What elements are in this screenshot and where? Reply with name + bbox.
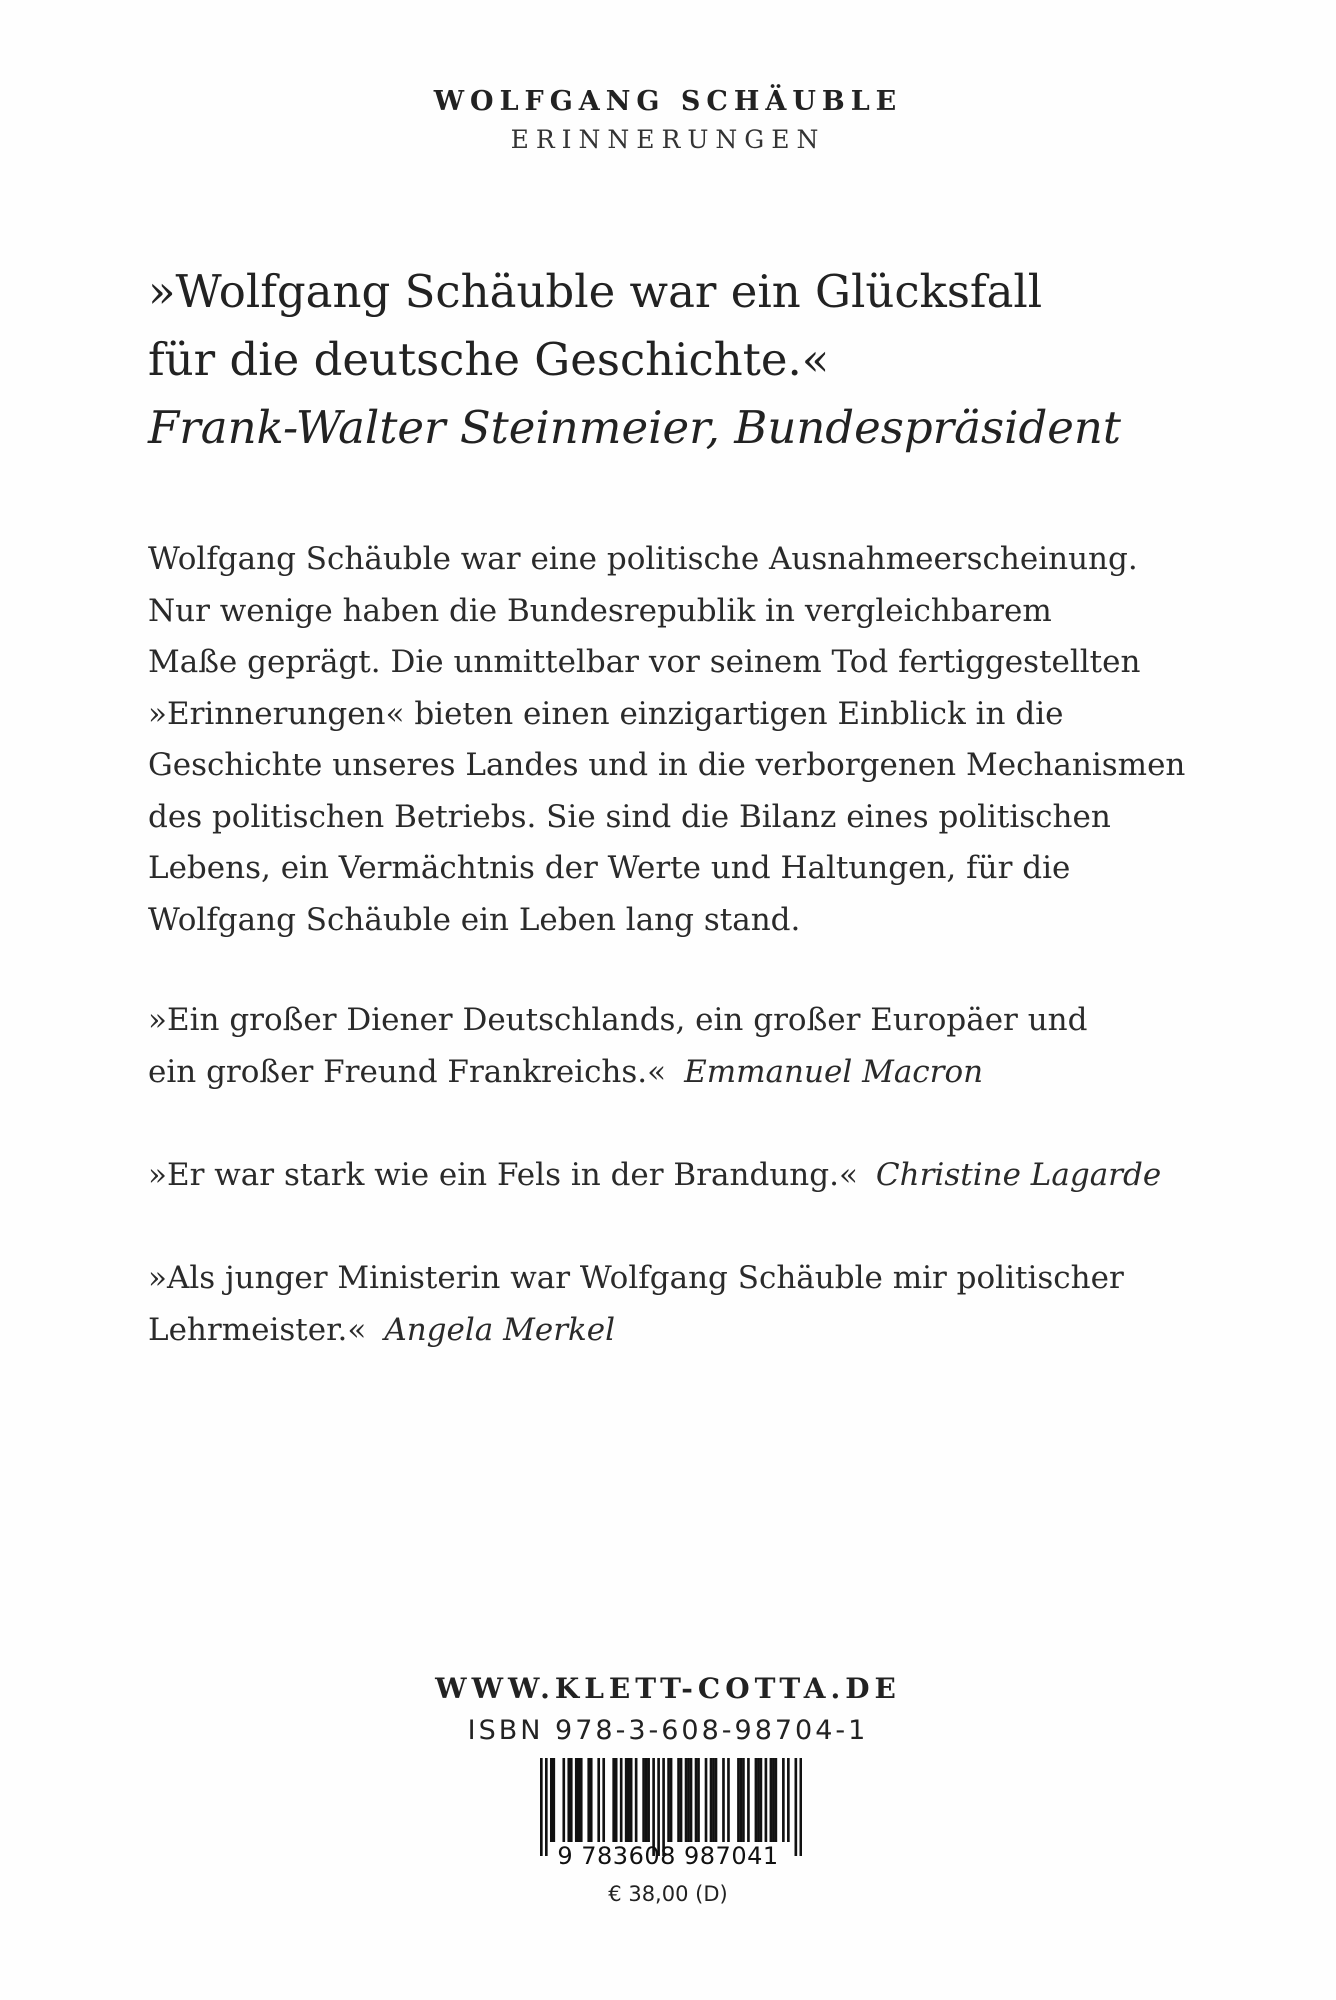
praise-quote-macron <box>148 995 1248 1098</box>
blurb-line: des politischen Betriebs. Sie sind die Bilanz eines politischen <box>148 798 1111 835</box>
blurb-line: Lebens, ein Vermächtnis der Werte und Haltungen, für die <box>148 850 1071 886</box>
praise-quote-line <box>148 1047 1248 1099</box>
lead-quote <box>148 258 1248 462</box>
blurb-line: Nur wenige haben die Bundesrepublik in vergleichbarem <box>148 592 1052 629</box>
isbn-number: ISBN 978-3-608-98704-1 <box>467 1715 869 1746</box>
blurb-line: »Erinnerungen« bieten einen einzigartigen Einblick in die <box>148 695 1064 732</box>
lead-quote-line: »Wolfgang Schäuble war ein Glücksfall <box>148 265 1043 318</box>
book-title: ERINNERUNGEN <box>510 125 826 154</box>
blurb-paragraph <box>148 534 1248 946</box>
blurb-line: Wolfgang Schäuble ein Leben lang stand. <box>148 901 801 938</box>
praise-quote-author: Emmanuel Macron <box>684 1053 984 1090</box>
price-label: € 38,00 (D) <box>608 1882 728 1906</box>
blurb-line: Wolfgang Schäuble war eine politische Ausnahmeerscheinung. <box>148 541 1138 577</box>
praise-quote-text: »Er war stark wie ein Fels in der Brandung.« <box>148 1157 858 1193</box>
praise-quote-text: Lehrmeister.« <box>148 1311 367 1348</box>
praise-quote-merkel <box>148 1253 1248 1356</box>
praise-quote-author: Christine Lagarde <box>875 1157 1162 1193</box>
blurb-line: Geschichte unseres Landes und in die verborgenen Mechanismen <box>148 747 1186 783</box>
praise-quote-line: »Als junger Ministerin war Wolfgang Schäuble mir politischer <box>148 1260 1124 1296</box>
lead-quote-attribution: Frank-Walter Steinmeier, Bundespräsident <box>148 401 1121 454</box>
praise-quote-author: Angela Merkel <box>384 1311 616 1348</box>
lead-quote-line: für die deutsche Geschichte.« <box>148 333 830 386</box>
praise-quote-text: ein großer Freund Frankreichs.« <box>148 1053 667 1090</box>
barcode-digits: 9 783608 987041 <box>557 1842 779 1870</box>
praise-quote-lagarde <box>148 1150 1248 1202</box>
blurb-line: Maße geprägt. Die unmittelbar vor seinem Tod fertiggestellten <box>148 644 1141 680</box>
praise-quote-line: »Ein großer Diener Deutschlands, ein großer Europäer und <box>148 1002 1088 1038</box>
praise-quote-line <box>148 1305 1248 1357</box>
author-name: WOLFGANG SCHÄUBLE <box>433 86 903 117</box>
praise-quote-line <box>148 1150 1248 1202</box>
publisher-website: WWW.KLETT-COTTA.DE <box>435 1672 901 1705</box>
